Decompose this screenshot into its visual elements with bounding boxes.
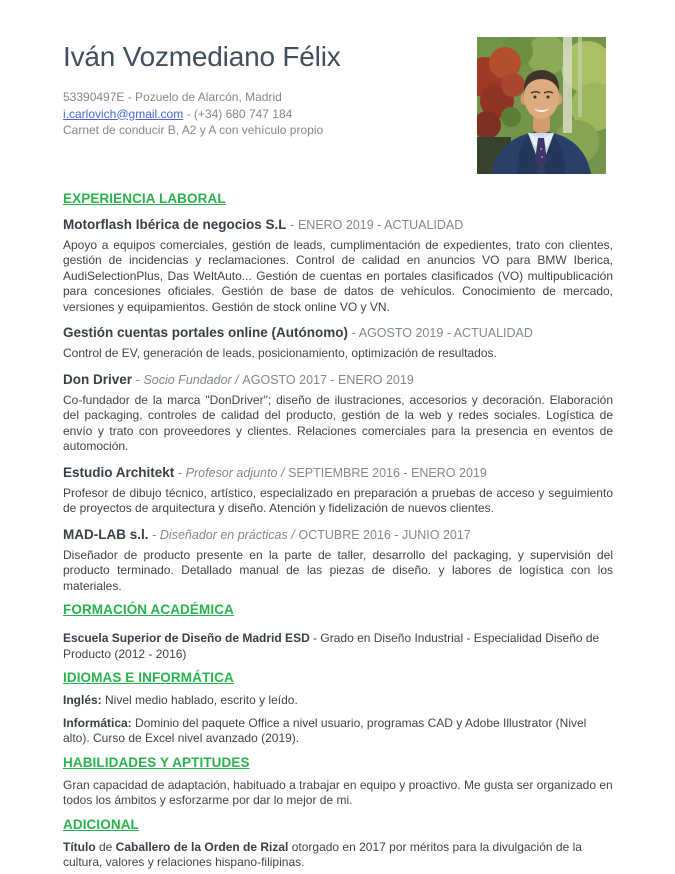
section-additional: [63, 817, 613, 871]
job-heading: [63, 372, 613, 388]
job-company: Don Driver: [63, 371, 133, 387]
job-entry-madlab: [63, 527, 613, 595]
job-separator: -: [290, 217, 298, 232]
job-heading: [63, 465, 613, 481]
section-languages-it: [63, 670, 613, 747]
job-separator: -: [152, 527, 160, 542]
section-experience: [63, 191, 613, 595]
language-text: Nivel medio hablado, escrito y leído.: [101, 693, 298, 707]
job-separator: -: [178, 465, 186, 480]
language-entry-it: [63, 716, 613, 747]
job-heading: [63, 527, 613, 543]
education-entry: [63, 631, 613, 662]
job-entry-motorflash: [63, 217, 613, 316]
language-text: Dominio del paquete Office a nivel usuario, programas CAD y Adobe Illustrator (Nivel alto). Curso de Excel nivel avanzado (2019).: [63, 715, 587, 745]
profile-photo-illustration: [477, 37, 606, 174]
education-degree: - Grado en Diseño Industrial - Especialidad Diseño de Producto (2012 - 2016): [63, 631, 600, 661]
language-entry-english: [63, 693, 613, 709]
job-company: MAD-LAB s.l.: [63, 526, 149, 542]
job-entry-portales: [63, 325, 613, 362]
section-title-additional: ADICIONAL: [63, 816, 139, 832]
job-separator: -: [135, 372, 144, 387]
additional-run: otorgado en 2017 por méritos para la divulgación de la cultura, valores y relaciones hispano-filipinas.: [63, 839, 582, 869]
job-description: Profesor de dibujo técnico, artístico, especializado en preparación a pruebas de acceso y seguimiento de proyectos de arquitectura y diseño. Atención y fidelización de nuevos clientes.: [63, 485, 613, 515]
additional-text: [63, 840, 613, 871]
job-dates: AGOSTO 2017 - ENERO 2019: [242, 372, 414, 387]
section-title-skills: HABILIDADES Y APTITUDES: [63, 754, 250, 770]
contact-license: Carnet de conducir B, A2 y A con vehículo propio: [63, 123, 324, 137]
phone-number: (+34) 680 747 184: [193, 106, 293, 121]
job-company: Motorflash Ibérica de negocios S.L: [63, 216, 287, 232]
job-separator: -: [351, 326, 359, 340]
section-skills: [63, 755, 613, 809]
section-title-experience: EXPERIENCIA LABORAL: [63, 190, 226, 206]
person-name: Iván Vozmediano Félix: [63, 41, 341, 72]
job-company: Gestión cuentas portales online (Autónomo): [63, 325, 349, 340]
contact-separator: -: [186, 106, 191, 121]
job-entry-dondriver: [63, 372, 613, 455]
job-description: Control de EV, generación de leads, posicionamiento, optimización de resultados.: [63, 346, 497, 360]
job-description: Apoyo a equipos comerciales, gestión de leads, cumplimentación de expedientes, trato con clientes, gestión de incidencias y reclamaciones. Control de calidad en anuncios VO para BMW Iberica, AudiSelectionPlus, Das WeltAuto... Gestión de cuentas en portales clasificados (VO) multipublicación para concesiones oficiales. Gestión de base de datos de vehículos. Conocimiento de mercado, versiones y equipamientos. Gestión de stock online VO y VN.: [63, 237, 613, 314]
profile-photo: [477, 37, 606, 174]
job-dates: ENERO 2019 - ACTUALIDAD: [297, 217, 464, 232]
additional-run: de: [95, 839, 116, 854]
section-title-languages-it: IDIOMAS E INFORMÁTICA: [63, 670, 234, 685]
job-dates: OCTUBRE 2016 - JUNIO 2017: [298, 527, 471, 542]
job-role: Socio Fundador /: [143, 372, 239, 387]
job-description: Diseñador de producto presente en la parte de taller, desarrollo del packaging, y supervisión del producto terminado. Detallado manual de las piezas de diseño. y labores de logística con los materiales.: [63, 547, 613, 593]
job-role: Diseñador en prácticas /: [159, 527, 295, 542]
additional-run-bold: Caballero de la Orden de Rizal: [115, 839, 289, 854]
job-heading: [63, 325, 613, 341]
email-link[interactable]: i.carlovich@gmail.com: [63, 106, 184, 121]
job-entry-architekt: [63, 465, 613, 517]
contact-id-location: 53390497E - Pozuelo de Alarcón, Madrid: [63, 90, 282, 104]
job-dates: AGOSTO 2019 - ACTUALIDAD: [358, 326, 533, 340]
language-label: Inglés:: [63, 693, 102, 707]
section-education: [63, 602, 613, 662]
additional-run-bold: Título: [63, 839, 96, 854]
job-heading: [63, 217, 613, 233]
job-role: Profesor adjunto /: [185, 465, 285, 480]
job-company: Estudio Architekt: [63, 464, 175, 480]
section-title-education: FORMACIÓN ACADÉMICA: [63, 602, 234, 617]
education-school: Escuela Superior de Diseño de Madrid ESD: [63, 631, 310, 645]
language-label: Informática:: [63, 715, 132, 730]
job-dates: SEPTIEMBRE 2016 - ENERO 2019: [288, 465, 487, 480]
skills-text: Gran capacidad de adaptación, habituado a trabajar en equipo y proactivo. Me gusta ser organizado en todos los ámbitos y esforzarme por dar lo mejor de mi.: [63, 777, 613, 807]
job-description: Co-fundador de la marca "DonDriver"; diseño de ilustraciones, accesorios y decoración. Elaboración del packaging, controles de calidad del producto, gestión de la web y redes sociales. Logística de envío y trato con proveedores y clientes. Relaciones comerciales para la presencia en eventos de automoción.: [63, 392, 613, 453]
